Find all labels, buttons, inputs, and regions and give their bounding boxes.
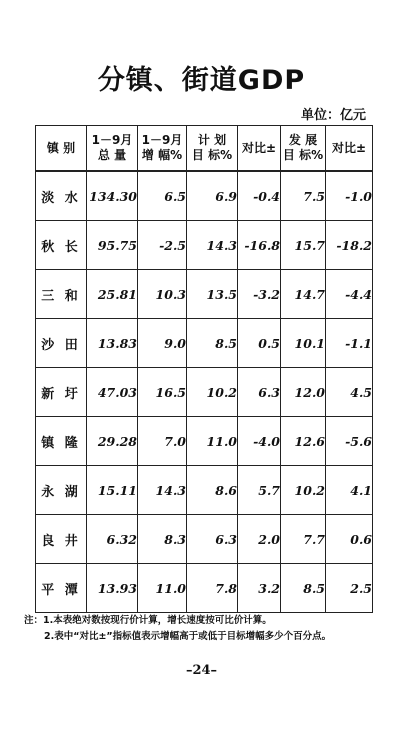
value-cell: 9.0: [138, 319, 187, 368]
value-cell: 8.5: [187, 319, 238, 368]
value-cell: 10.2: [281, 466, 326, 515]
table-row: [36, 368, 373, 417]
town-name-cell: 沙 田: [36, 319, 87, 368]
value-cell: 25.81: [87, 270, 138, 319]
value-cell: -5.6: [326, 417, 373, 466]
value-cell: 0.6: [326, 515, 373, 564]
value-cell: 7.8: [187, 564, 238, 613]
gdp-table: [35, 125, 373, 613]
value-cell: 8.3: [138, 515, 187, 564]
value-cell: 14.3: [187, 221, 238, 270]
town-name-cell: 永 湖: [36, 466, 87, 515]
table-header-row: [36, 126, 373, 172]
value-cell: 7.7: [281, 515, 326, 564]
value-cell: 2.0: [238, 515, 281, 564]
column-header: [238, 126, 281, 172]
value-cell: 6.32: [87, 515, 138, 564]
value-cell: 0.5: [238, 319, 281, 368]
value-cell: 10.2: [187, 368, 238, 417]
value-cell: 16.5: [138, 368, 187, 417]
column-header-line: 发 展: [288, 133, 318, 147]
value-cell: -0.4: [238, 171, 281, 221]
value-cell: -16.8: [238, 221, 281, 270]
value-cell: 14.3: [138, 466, 187, 515]
value-cell: 4.1: [326, 466, 373, 515]
footnote-2: 2.表中“对比±”指标值表示增幅高于或低于目标增幅多少个百分点。: [44, 631, 332, 642]
value-cell: 134.30: [87, 171, 138, 221]
value-cell: 13.5: [187, 270, 238, 319]
value-cell: 47.03: [87, 368, 138, 417]
value-cell: 10.1: [281, 319, 326, 368]
column-header: [87, 126, 138, 172]
value-cell: 6.3: [238, 368, 281, 417]
value-cell: 15.11: [87, 466, 138, 515]
value-cell: 6.5: [138, 171, 187, 221]
value-cell: 6.3: [187, 515, 238, 564]
footnotes: [24, 613, 394, 645]
value-cell: 13.83: [87, 319, 138, 368]
town-name-cell: 三 和: [36, 270, 87, 319]
table-row: [36, 319, 373, 368]
table-row: [36, 515, 373, 564]
column-header-line: 目 标%: [282, 148, 324, 162]
column-header: [187, 126, 238, 172]
column-header-line: 总 量: [97, 148, 127, 162]
value-cell: 3.2: [238, 564, 281, 613]
value-cell: 12.6: [281, 417, 326, 466]
value-cell: 5.7: [238, 466, 281, 515]
town-name-cell: 淡 水: [36, 171, 87, 221]
value-cell: 15.7: [281, 221, 326, 270]
column-header-line: 增 幅%: [141, 148, 183, 162]
value-cell: -1.1: [326, 319, 373, 368]
value-cell: 12.0: [281, 368, 326, 417]
value-cell: 14.7: [281, 270, 326, 319]
page-title: 分镇、街道GDP: [97, 65, 306, 96]
column-header-line: 1－9月: [141, 133, 183, 147]
value-cell: 7.5: [281, 171, 326, 221]
value-cell: 4.5: [326, 368, 373, 417]
column-header-line: 计 划: [197, 133, 227, 147]
unit-label: 单位：亿元: [300, 108, 366, 123]
column-header-line: 对比±: [331, 140, 367, 155]
page-number: –24–: [185, 663, 218, 678]
town-name-cell: 镇 隆: [36, 417, 87, 466]
value-cell: 13.93: [87, 564, 138, 613]
column-header: [36, 126, 87, 172]
table-row: [36, 221, 373, 270]
value-cell: -1.0: [326, 171, 373, 221]
value-cell: 7.0: [138, 417, 187, 466]
town-name-cell: 良 井: [36, 515, 87, 564]
value-cell: -4.0: [238, 417, 281, 466]
value-cell: -18.2: [326, 221, 373, 270]
value-cell: 8.6: [187, 466, 238, 515]
column-header-line: 目 标%: [191, 148, 233, 162]
column-header-line: 镇 别: [46, 140, 76, 155]
column-header: [138, 126, 187, 172]
column-header: [326, 126, 373, 172]
town-name-cell: 平 潭: [36, 564, 87, 613]
value-cell: 6.9: [187, 171, 238, 221]
table-row: [36, 564, 373, 613]
table-row: [36, 171, 373, 221]
column-header: [281, 126, 326, 172]
value-cell: 95.75: [87, 221, 138, 270]
town-name-cell: 新 圩: [36, 368, 87, 417]
column-header-line: 1－9月: [91, 133, 133, 147]
value-cell: 2.5: [326, 564, 373, 613]
value-cell: -2.5: [138, 221, 187, 270]
value-cell: -4.4: [326, 270, 373, 319]
table-body: [36, 171, 373, 613]
value-cell: 11.0: [138, 564, 187, 613]
value-cell: 29.28: [87, 417, 138, 466]
footnote-1: 注：1.本表绝对数按现行价计算，增长速度按可比价计算。: [24, 615, 272, 626]
value-cell: 11.0: [187, 417, 238, 466]
table-row: [36, 270, 373, 319]
value-cell: 10.3: [138, 270, 187, 319]
value-cell: -3.2: [238, 270, 281, 319]
town-name-cell: 秋 长: [36, 221, 87, 270]
table-row: [36, 417, 373, 466]
column-header-line: 对比±: [241, 140, 277, 155]
value-cell: 8.5: [281, 564, 326, 613]
table-row: [36, 466, 373, 515]
